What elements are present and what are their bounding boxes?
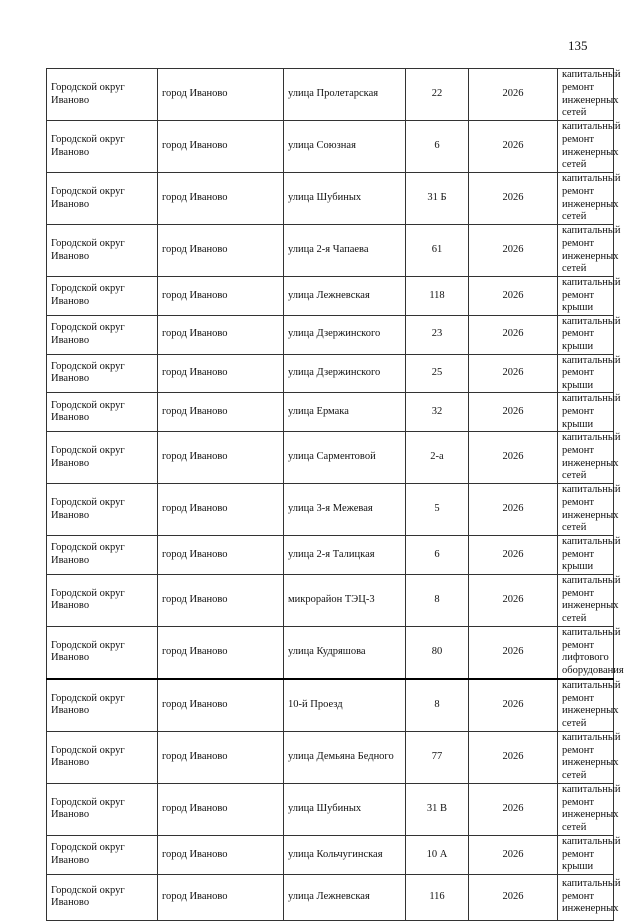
house-cell: 22 [406,69,469,121]
okrug-cell: Городской округ Иваново [47,679,158,732]
street-cell: 10-й Проезд [284,679,406,732]
year-cell: 2026 [469,731,558,783]
city-cell: город Иваново [158,121,284,173]
work-type-cell: капитальный ремонт крыши [558,315,614,354]
year-cell: 2026 [469,574,558,626]
house-cell: 8 [406,574,469,626]
city-cell: город Иваново [158,574,284,626]
okrug-cell: Городской округ Иваново [47,783,158,835]
street-cell: улица Лежневская [284,277,406,316]
okrug-cell: Городской округ Иваново [47,484,158,536]
okrug-cell: Городской округ Иваново [47,277,158,316]
okrug-cell: Городской округ Иваново [47,121,158,173]
year-cell: 2026 [469,173,558,225]
house-cell: 5 [406,484,469,536]
house-cell: 77 [406,731,469,783]
year-cell: 2026 [469,277,558,316]
city-cell: город Иваново [158,783,284,835]
street-cell: улица Кудряшова [284,626,406,679]
table-row [47,731,614,783]
house-cell: 116 [406,874,469,920]
year-cell: 2026 [469,626,558,679]
work-type-cell: капитальный ремонт крыши [558,835,614,874]
table-row [47,484,614,536]
okrug-cell: Городской округ Иваново [47,626,158,679]
table-row [47,315,614,354]
house-cell: 6 [406,536,469,575]
work-type-cell: капитальный ремонт инженерных сетей [558,121,614,173]
city-cell: город Иваново [158,536,284,575]
house-cell: 31 В [406,783,469,835]
year-cell: 2026 [469,69,558,121]
table-row [47,874,614,920]
year-cell: 2026 [469,393,558,432]
city-cell: город Иваново [158,484,284,536]
house-cell: 6 [406,121,469,173]
house-cell: 32 [406,393,469,432]
house-cell: 2-а [406,432,469,484]
street-cell: улица Шубиных [284,173,406,225]
okrug-cell: Городской округ Иваново [47,225,158,277]
okrug-cell: Городской округ Иваново [47,536,158,575]
house-cell: 23 [406,315,469,354]
house-cell: 80 [406,626,469,679]
city-cell: город Иваново [158,69,284,121]
city-cell: город Иваново [158,315,284,354]
work-type-cell: капитальный ремонт инженерных сетей [558,69,614,121]
okrug-cell: Городской округ Иваново [47,432,158,484]
okrug-cell: Городской округ Иваново [47,574,158,626]
okrug-cell: Городской округ Иваново [47,731,158,783]
street-cell: улица Пролетарская [284,69,406,121]
work-type-cell: капитальный ремонт инженерных сетей [558,679,614,732]
year-cell: 2026 [469,484,558,536]
table-row [47,783,614,835]
table-row [47,69,614,121]
year-cell: 2026 [469,354,558,393]
work-type-cell: капитальный ремонт инженерных сетей [558,225,614,277]
year-cell: 2026 [469,835,558,874]
work-type-cell: капитальный ремонт инженерных сетей [558,484,614,536]
okrug-cell: Городской округ Иваново [47,354,158,393]
year-cell: 2026 [469,432,558,484]
work-type-cell: капитальный ремонт крыши [558,277,614,316]
okrug-cell: Городской округ Иваново [47,835,158,874]
work-type-cell: капитальный ремонт крыши [558,354,614,393]
street-cell: улица Шубиных [284,783,406,835]
okrug-cell: Городской округ Иваново [47,393,158,432]
okrug-cell: Городской округ Иваново [47,874,158,920]
street-cell: улица 2-я Чапаева [284,225,406,277]
table-row [47,173,614,225]
work-type-cell: капитальный ремонт инженерных [558,874,614,920]
year-cell: 2026 [469,315,558,354]
city-cell: город Иваново [158,354,284,393]
street-cell: улица Лежневская [284,874,406,920]
street-cell: улица Сарментовой [284,432,406,484]
house-cell: 118 [406,277,469,316]
okrug-cell: Городской округ Иваново [47,69,158,121]
year-cell: 2026 [469,874,558,920]
work-type-cell: капитальный ремонт крыши [558,393,614,432]
street-cell: улица Дзержинского [284,315,406,354]
city-cell: город Иваново [158,432,284,484]
year-cell: 2026 [469,536,558,575]
city-cell: город Иваново [158,225,284,277]
year-cell: 2026 [469,121,558,173]
year-cell: 2026 [469,679,558,732]
street-cell: улица Демьяна Бедного [284,731,406,783]
okrug-cell: Городской округ Иваново [47,315,158,354]
house-cell: 61 [406,225,469,277]
table-row [47,121,614,173]
table-row [47,536,614,575]
page-number: 135 [568,38,588,53]
city-cell: город Иваново [158,277,284,316]
table-row [47,225,614,277]
city-cell: город Иваново [158,835,284,874]
okrug-cell: Городской округ Иваново [47,173,158,225]
city-cell: город Иваново [158,679,284,732]
work-type-cell: капитальный ремонт лифтового оборудования [558,626,614,679]
city-cell: город Иваново [158,731,284,783]
street-cell: улица 3-я Межевая [284,484,406,536]
house-cell: 8 [406,679,469,732]
work-type-cell: капитальный ремонт инженерных сетей [558,731,614,783]
street-cell: улица Кольчугинская [284,835,406,874]
table-row [47,835,614,874]
table-row [47,277,614,316]
street-cell: микрорайон ТЭЦ-3 [284,574,406,626]
work-type-cell: капитальный ремонт инженерных сетей [558,574,614,626]
street-cell: улица Союзная [284,121,406,173]
street-cell: улица 2-я Талицкая [284,536,406,575]
house-cell: 25 [406,354,469,393]
street-cell: улица Ермака [284,393,406,432]
work-type-cell: капитальный ремонт крыши [558,536,614,575]
year-cell: 2026 [469,783,558,835]
table-row [47,574,614,626]
work-type-cell: капитальный ремонт инженерных сетей [558,783,614,835]
city-cell: город Иваново [158,393,284,432]
table-row [47,393,614,432]
work-type-cell: капитальный ремонт инженерных сетей [558,173,614,225]
city-cell: город Иваново [158,626,284,679]
house-cell: 31 Б [406,173,469,225]
street-cell: улица Дзержинского [284,354,406,393]
city-cell: город Иваново [158,173,284,225]
house-cell: 10 А [406,835,469,874]
repair-schedule-table [46,68,624,921]
city-cell: город Иваново [158,874,284,920]
table-row [47,626,614,679]
table-row [47,432,614,484]
table-row [47,679,614,732]
year-cell: 2026 [469,225,558,277]
work-type-cell: капитальный ремонт инженерных сетей [558,432,614,484]
table-row [47,354,614,393]
